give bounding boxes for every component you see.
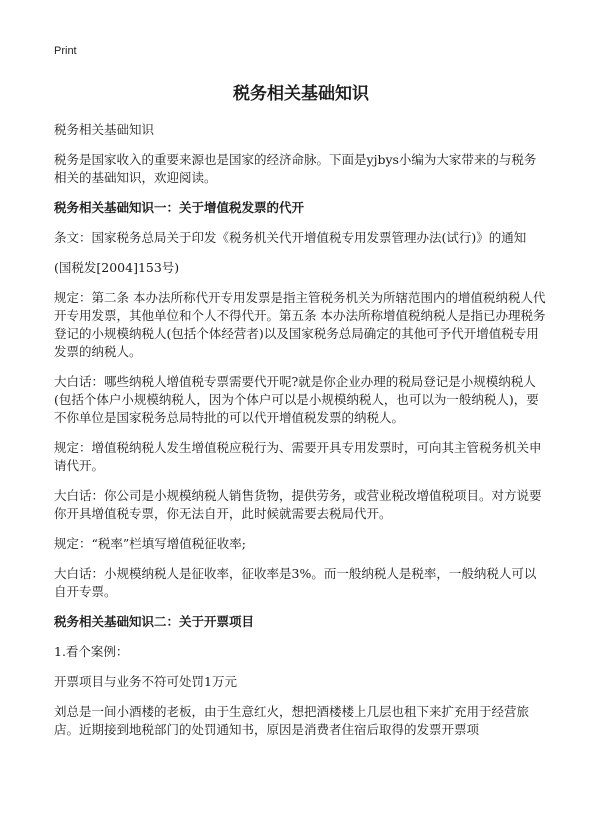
plain-talk-paragraph-2: 大白话：你公司是小规模纳税人销售货物，提供劳务，或营业税改增值税项目。对方说要你开具增值税专票，你无法自开，此时候就需要去税局代开。 [54,488,542,521]
print-label[interactable]: Print [54,45,77,57]
rule-paragraph-3: 规定：“税率”栏填写增值税征收率; [54,536,246,551]
case-label-paragraph: 1.看个案例： [54,644,129,659]
clause-paragraph: 条文：国家税务总局关于印发《税务机关代开增值税专用发票管理办法(试行)》的通知 [54,230,527,245]
plain-talk-paragraph-1: 大白话：哪些纳税人增值税专票需要代开呢?就是你企业办理的税局登记是小规模纳税人(包括个体户小规模纳税人，因为个体户可以是小规模纳税人，也可以为一般纳税人)，要不你单位是国家税务总局特批的可以代开增值税发票的纳税人。 [54,374,539,425]
section-1-heading: 税务相关基础知识一：关于增值税发票的代开 [54,200,305,215]
rule-paragraph-1: 规定：第二条 本办法所称代开专用发票是指主管税务机关为所辖范围内的增值税纳税人代开专用发票，其他单位和个人不得代开。第五条 本办法所称增值税纳税人是指已办理税务登记的小规模纳税人(包括个体经营者)以及国家税务总局确定的其他可予代开增值税专用发票的纳税人。 [54,290,546,359]
case-text-paragraph: 刘总是一间小酒楼的老板，由于生意红火，想把酒楼楼上几层也租下来扩充用于经营旅店。近期接到地税部门的处罚通知书，原因是消费者住宿后取得的发票开票项 [54,704,530,737]
rule-paragraph-2: 规定：增值税纳税人发生增值税应税行为、需要开具专用发票时，可向其主管税务机关申请代开。 [54,440,542,473]
section-2-heading: 税务相关基础知识二：关于开票项目 [54,614,255,629]
plain-talk-paragraph-3: 大白话：小规模纳税人是征收率，征收率是3%。而一般纳税人是税率，一般纳税人可以自开专票。 [54,566,537,599]
doc-number-paragraph: (国税发[2004]153号) [54,260,180,275]
document-title: 税务相关基础知识 [233,84,369,104]
case-title-paragraph: 开票项目与业务不符可处罚1万元 [54,674,237,689]
intro-paragraph: 税务是国家收入的重要来源也是国家的经济命脉。下面是yjbys小编为大家带来的与税务相关的基础知识，欢迎阅读。 [54,152,537,185]
document-subtitle: 税务相关基础知识 [54,122,155,137]
